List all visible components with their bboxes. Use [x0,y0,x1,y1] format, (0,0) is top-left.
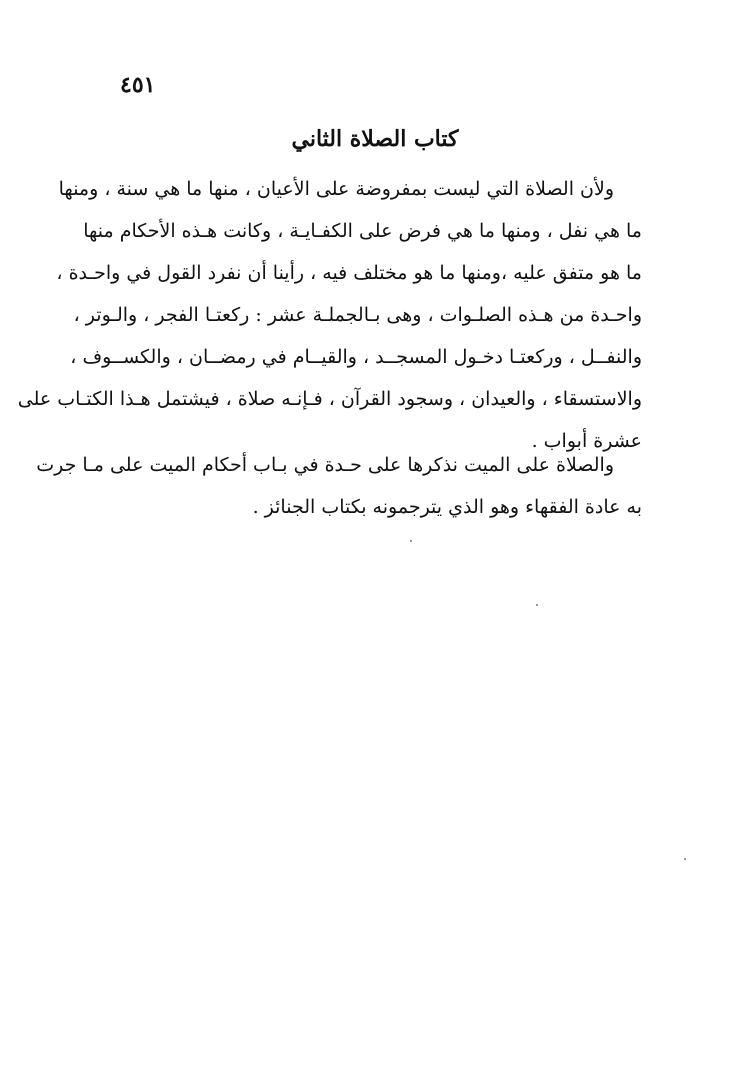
paragraph-line: والصلاة على الميت نذكرها على حـدة في بـاب أحكام الميت على مـا جرت [36,454,614,476]
paragraph-line: به عادة الفقهاء وهو الذي يترجمونه بكتاب الجنائز . [252,496,642,518]
paragraph-line: والنفــل ، وركعتـا دخـول المسجــد ، والقيــام في رمضــان ، والكســوف ، [70,346,642,368]
scan-speck [410,540,412,542]
paragraph-line: عشرة أبواب . [531,430,642,452]
paragraph-line: ما هي نفل ، ومنها ما هي فرض على الكفـايـة ، وكانت هـذه الأحكام منها [83,220,642,242]
scan-speck [684,858,686,860]
paragraph-line: واحـدة من هـذه الصلـوات ، وهى بـالجملـة عشر : ركعتـا الفجر ، والـوتر ، [73,304,642,326]
paragraph-line: ما هو متفق عليه ،ومنها ما هو مختلف فيه ، رأينا أن نفرد القول في واحـدة ، [56,262,642,284]
paragraph-1 [17,168,642,462]
paragraph-line: والاستسقاء ، والعيدان ، وسجود القرآن ، فـإنـه صلاة ، فيشتمل هـذا الكتـاب على [17,388,642,410]
scan-speck [536,604,538,606]
chapter-title: كتاب الصلاة الثاني [291,126,459,152]
paragraph-line: ولأن الصلاة التي ليست بمفروضة على الأعيان ، منها ما هي سنة ، ومنها [58,178,614,200]
page-number: ٤٥١ [120,72,156,98]
paragraph-2 [36,444,642,528]
